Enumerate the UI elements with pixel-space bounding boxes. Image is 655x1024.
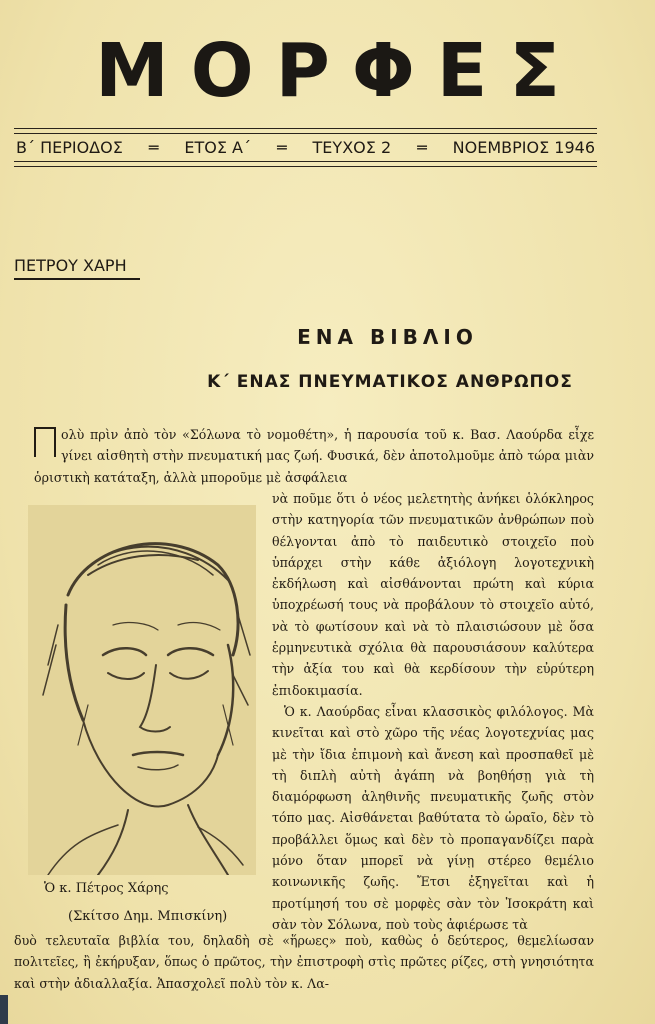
issue-separator: ═: [417, 138, 427, 157]
article-title: ΕΝΑ ΒΙΒΛΙΟ: [297, 325, 478, 349]
page-edge-mark: [0, 995, 8, 1024]
figure-caption: Ὁ κ. Πέτρος Χάρης: [44, 881, 169, 896]
issue-date: ΝΟΕΜΒΡΙΟΣ 1946: [452, 138, 595, 157]
intro-text: ολὺ πρὶν ἀπὸ τὸν «Σόλωνα τὸ νομοθέτη», ἡ παρουσία τοῦ κ. Βασ. Λαούρδα εἶχε γίνει αἰσθητὴ στὴν πνευματική μας ζωή. Φυσικά, δὲν ἀποτολμοῦμε ἀπὸ τώρα μιὰν ὁριστικὴ κατάταξη, ἀλλὰ μποροῦμε μὲ ἀσφάλεια: [34, 427, 594, 485]
issue-separator: ═: [148, 138, 159, 157]
article-column: [272, 488, 594, 935]
article-continuation: δυὸ τελευταῖα βιβλία του, δηλαδὴ σὲ «ἥρωες» ποὺ, καθὼς ὁ δεύτερος, θεμελίωσαν πολιτεῖες, ἢ ἐκήρυξαν, ὅπως ὁ πρῶτος, τὴν ἐπιστροφὴ στὶς πρῶτες ρίζες, στὴ γνησιότητα καὶ στὴν ἀδιαλλαξία. Ἀπασχολεῖ πολὺ τὸν κ. Λα-: [14, 933, 594, 991]
header-rule: [14, 133, 597, 134]
header-rule: [14, 161, 597, 162]
portrait-sketch: [28, 505, 256, 875]
article-subtitle: Κ΄ ΕΝΑΣ ΠΝΕΥΜΑΤΙΚΟΣ ΑΝΘΡΩΠΟΣ: [207, 372, 573, 392]
header-rule: [14, 166, 597, 167]
header-rule: [14, 128, 597, 129]
article-paragraph: νὰ ποῦμε ὅτι ὁ νέος μελετητὴς ἀνήκει ὁλόκληρος στὴν κατηγορία τῶν πνευματικῶν ἀνθρώπων ποὺ θέλγονται ἀπὸ τὸ παιδευτικὸ στοιχεῖο ποὺ ὑπάρχει στὴν κάθε ἀξιόλογη λογοτεχνικὴ ἐκδήλωση καὶ αἰσθάνονται πρώτη καὶ κύρια ὑποχρέωσή τους νὰ προβάλουν τὸ στοιχεῖο αὐτό, νὰ τὸ φωτίσουν καὶ νὰ τὸ πλαισιώσουν μὲ ὅσα ἑρμηνευτικὰ σχόλια θὰ παρουσιάσουν καλύτερα τὴν ἀξία του καὶ θὰ κερδίσουν τὴν εὐρύτερη ἐπιδοκιμασία.: [272, 491, 594, 698]
portrait-sketch-drawing: [28, 505, 256, 875]
figure-credit: (Σκίτσο Δημ. Μπισκίνη): [68, 909, 228, 924]
article-author: ΠΕΤΡΟΥ ΧΑΡΗ: [14, 256, 127, 275]
article-paragraph: Ὁ κ. Λαούρδας εἶναι κλασσικὸς φιλόλογος. Μὰ κινεῖται καὶ στὸ χῶρο τῆς νέας λογοτεχνίας μας μὲ τὴν ἴδια ἐπιμονὴ καὶ ἄνεση καὶ προσπαθεῖ μὲ τὴ διπλὴ αὐτὴ ἀγάπη νὰ βοηθήσῃ γιὰ τὴ διαμόρφωση ἀληθινῆς πνευματικῆς ζωῆς στὸν τόπο μας. Αἰσθάνεται βαθύτατα τὸ ὡραῖο, δὲν τὸ προβάλλει ὅμως καὶ δὲν τὸ προπαγανδίζει παρὰ μόνο ὅταν μπορεῖ νὰ γίνῃ στέρεο θεμέλιο κοινωνικῆς ζωῆς. Ἔτσι ἐξηγεῖται καὶ ἡ προτίμησή του σὲ μορφὲς σὰν τὸν Ἰσοκράτη καὶ σὰν τὸν Σόλωνα, ποὺ τοὺς ἀφιέρωσε τὰ: [272, 703, 594, 932]
issue-info: [14, 136, 597, 160]
issue-separator: ═: [276, 138, 287, 157]
issue-period: Β΄ ΠΕΡΙΟΔΟΣ: [16, 138, 123, 157]
drop-cap-pi: [34, 427, 56, 457]
issue-year: ΕΤΟΣ Α΄: [184, 138, 251, 157]
issue-number: ΤΕΥΧΟΣ 2: [312, 138, 392, 157]
author-underline: [14, 278, 140, 280]
masthead-title: ΜΟΡΦΕΣ: [95, 28, 582, 114]
article-intro: [34, 424, 594, 488]
